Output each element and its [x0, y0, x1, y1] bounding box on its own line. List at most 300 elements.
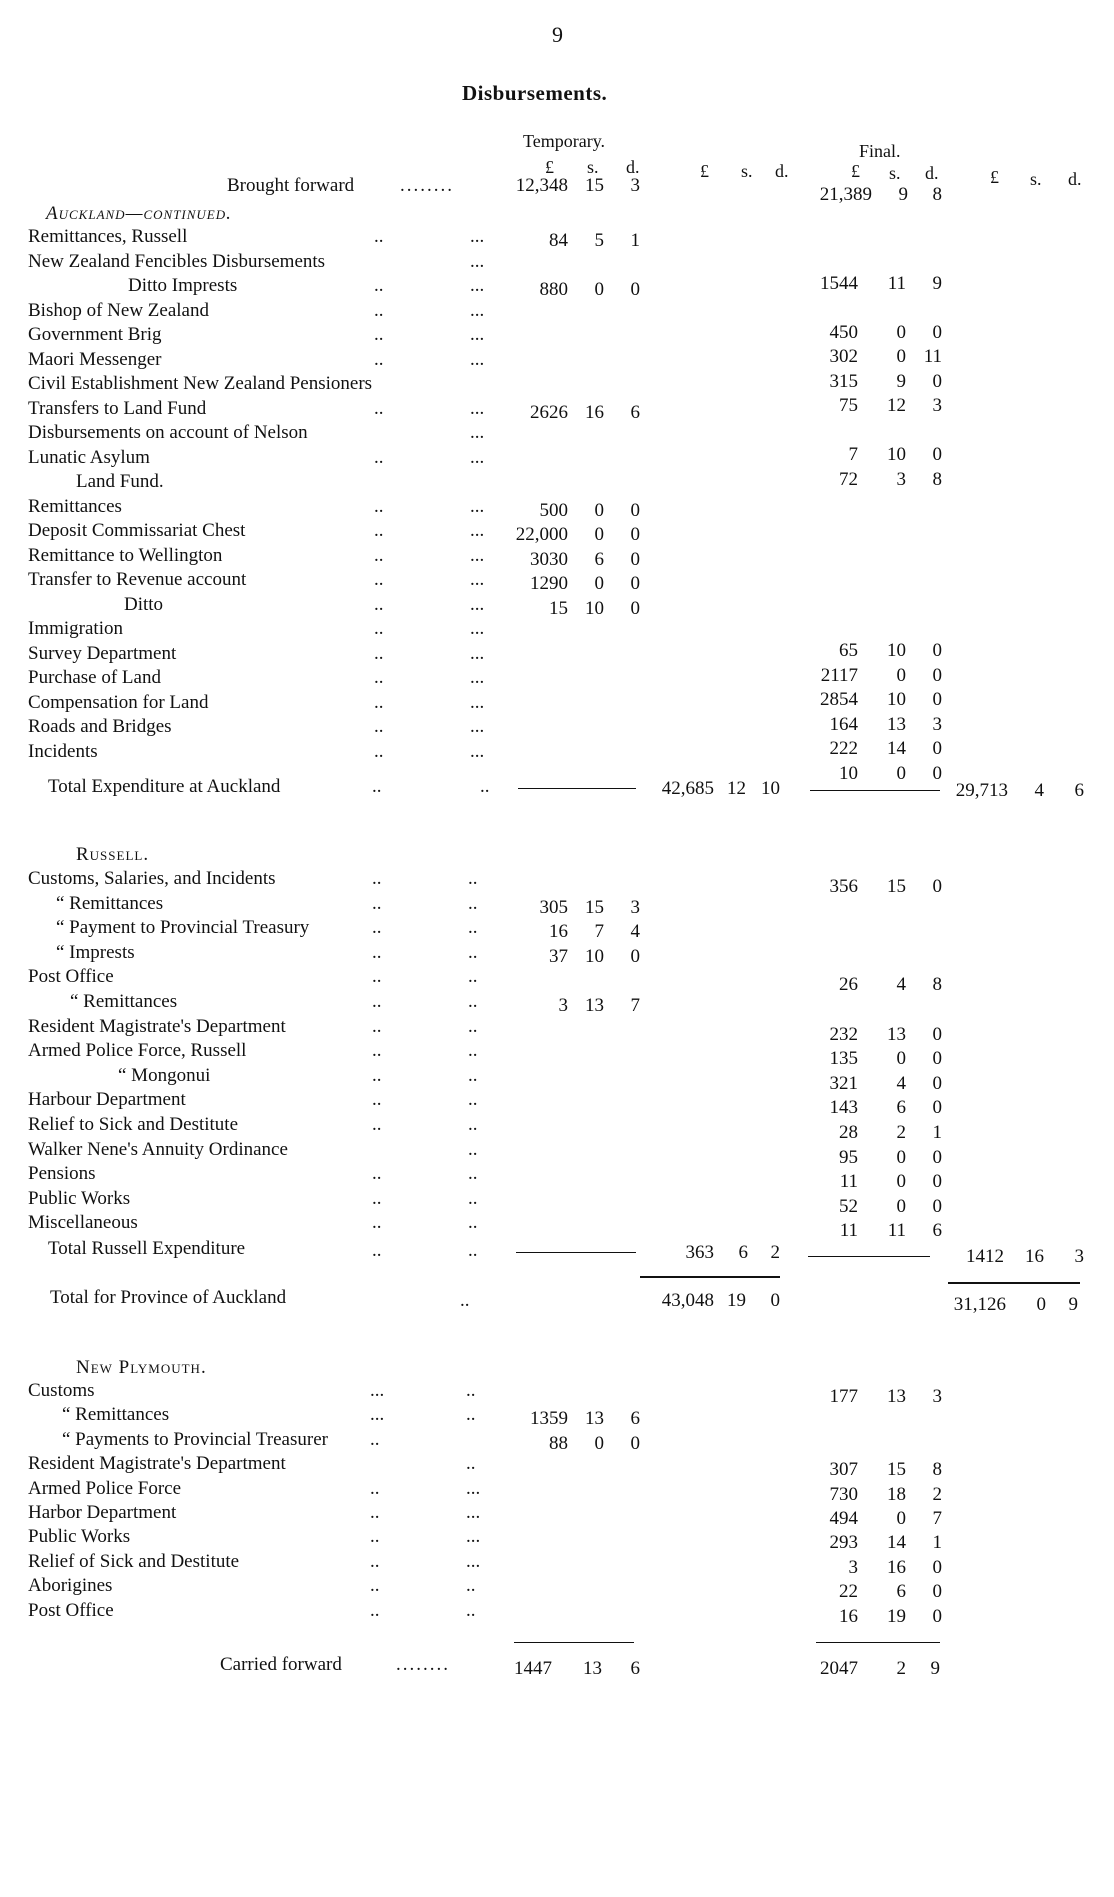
new_plymouth-row-final-shilling: 18: [887, 1483, 906, 1505]
auckland-row-label: Transfer to Revenue account: [28, 569, 247, 590]
russell-row-final-pound: 11: [839, 1171, 858, 1193]
russell-total-sep1: ..: [372, 1240, 382, 1261]
auckland-row-final-shilling: 10: [887, 444, 906, 465]
new_plymouth-row-sep2: ..: [466, 1404, 476, 1426]
page-number: 9: [552, 22, 563, 47]
russell-row-final-pound: 28: [839, 1122, 858, 1143]
auckland-row-sep2: ...: [470, 520, 485, 541]
russell-row-sep1: ..: [372, 941, 382, 963]
auckland-temp-total-rule: [518, 788, 636, 789]
auckland-row-final-shilling: 12: [887, 395, 906, 416]
new_plymouth-row-sep2: ...: [466, 1502, 481, 1523]
auckland-row-final-pence: 0: [932, 762, 942, 784]
russell-row-final-pence: 0: [932, 1072, 942, 1094]
new_plymouth-row-final-pence: 0: [932, 1581, 942, 1603]
new_plymouth-row-sep1: ..: [370, 1526, 380, 1548]
russell-row-temp-pence: 0: [630, 945, 640, 967]
new_plymouth-row-sep2: ..: [466, 1599, 476, 1621]
auckland-row-temp-shilling: 6: [594, 548, 604, 570]
russell-temp-total-pound: 363: [685, 1242, 714, 1263]
auckland-row-final-pence: 0: [932, 664, 942, 686]
auckland-row-final-pound: 164: [829, 713, 858, 735]
auckland-row-final-pound: 75: [839, 395, 858, 416]
new_plymouth-row-final-shilling: 16: [887, 1556, 906, 1578]
auckland-row-temp-pence: 0: [630, 573, 640, 594]
russell-row-temp-pence: 3: [630, 896, 640, 918]
new_plymouth-row-label: “ Remittances: [62, 1404, 170, 1426]
auckland-row-final-shilling: 9: [896, 370, 906, 392]
auckland-temp-total-pound: 42,685: [661, 778, 714, 799]
auckland-row-final-shilling: 0: [896, 664, 906, 686]
auckland-row-final-shilling: 13: [887, 713, 906, 735]
new_plymouth-row-final-pence: 7: [932, 1508, 942, 1529]
new_plymouth-row-sep2: ..: [466, 1575, 476, 1597]
carried-forward-final-shilling: 2: [896, 1658, 906, 1679]
final-pence-header: d.: [925, 163, 939, 183]
new_plymouth-row-sep2: ...: [466, 1477, 481, 1499]
finaltotal-pound-header: £: [990, 167, 999, 187]
auckland-row-label: New Zealand Fencibles Disbursements: [28, 250, 326, 272]
auckland-row-sep2: ...: [470, 422, 485, 443]
auckland-row-sep1: ..: [374, 593, 384, 615]
auckland-temp-total-shilling: 12: [727, 778, 746, 799]
russell-row-final-shilling: 13: [887, 1023, 906, 1045]
russell-row-label: Post Office: [28, 966, 114, 988]
russell-final-total-shilling: 16: [1025, 1246, 1044, 1267]
brought-forward-final-pound: 21,389: [819, 184, 872, 205]
auckland-row-label: Immigration: [28, 618, 123, 639]
auckland-row-sep1: ..: [374, 667, 384, 688]
auckland-row-sep1: ..: [374, 226, 384, 247]
russell-row-final-shilling: 15: [887, 876, 906, 897]
auckland-final-total-rule: [810, 790, 940, 791]
russell-row-final-shilling: 2: [896, 1122, 906, 1143]
auckland-row-label: Bishop of New Zealand: [28, 299, 209, 321]
brought-forward-temp-shilling: 15: [585, 175, 604, 196]
auckland-row-final-pound: 10: [839, 762, 858, 784]
page-title: Disbursements.: [462, 81, 608, 105]
auckland-row-temp-pence: 6: [630, 401, 640, 423]
auckland-row-sep1: ..: [374, 716, 384, 737]
auckland-row-temp-shilling: 16: [585, 401, 604, 423]
new_plymouth-row-final-pence: 1: [932, 1532, 942, 1554]
auckland-row-temp-pound: 84: [549, 230, 568, 251]
brought-forward-label: Brought forward: [227, 175, 355, 196]
auckland-row-temp-shilling: 0: [594, 524, 604, 545]
new_plymouth-row-temp-pence: 6: [630, 1408, 640, 1430]
new_plymouth-row-label: Resident Magistrate's Department: [28, 1453, 286, 1475]
new_plymouth-row-final-pound: 293: [829, 1532, 858, 1554]
russell-row-sep1: ..: [372, 1015, 382, 1037]
russell-row-sep2: ..: [468, 1138, 478, 1160]
auckland-row-sep1: ..: [374, 691, 384, 713]
auckland-row-final-pound: 2117: [820, 664, 858, 686]
russell-row-sep1: ..: [372, 1212, 382, 1234]
russell-row-temp-pence: 4: [630, 921, 640, 943]
russell-row-temp-pound: 3: [558, 995, 568, 1016]
auckland-row-label: Disbursements on account of Nelson: [28, 422, 308, 443]
carried-forward-temp-shilling: 13: [583, 1658, 602, 1679]
russell-row-label: Resident Magistrate's Department: [28, 1015, 286, 1037]
temptotal-pound-header: £: [700, 161, 709, 181]
auckland-row-final-pound: 7: [848, 444, 858, 465]
auckland-row-sep2: ...: [470, 446, 485, 468]
russell-row-sep2: ..: [468, 1114, 478, 1135]
auckland-final-total-pence: 6: [1074, 780, 1084, 801]
new_plymouth-row-sep2: ...: [466, 1526, 481, 1548]
temp-pound-header: £: [545, 157, 554, 177]
russell-row-sep2: ..: [468, 1187, 478, 1209]
russell-row-label: Walker Nene's Annuity Ordinance: [28, 1138, 288, 1160]
new_plymouth-row-final-shilling: 15: [887, 1459, 906, 1481]
russell-row-final-pence: 0: [932, 1023, 942, 1045]
auckland-row-final-pence: 0: [932, 370, 942, 392]
final-pound-header: £: [851, 161, 860, 181]
auckland-row-sep2: ...: [470, 691, 485, 713]
carried-temp-rule: [514, 1642, 634, 1643]
auckland-row-final-pence: 8: [932, 468, 942, 490]
auckland-row-sep2: ...: [470, 250, 485, 272]
russell-row-temp-pound: 305: [539, 896, 568, 918]
russell-row-final-pence: 6: [932, 1220, 942, 1242]
russell-row-sep2: ..: [468, 868, 478, 889]
auckland-row-temp-shilling: 0: [594, 499, 604, 521]
new_plymouth-row-final-pence: 0: [932, 1556, 942, 1578]
russell-row-temp-shilling: 7: [594, 921, 604, 943]
russell-total-label: Total Russell Expenditure: [48, 1238, 246, 1259]
auckland-row-sep1: ..: [374, 569, 384, 590]
auckland-row-label: Remittance to Wellington: [28, 544, 223, 566]
new_plymouth-row-final-shilling: 13: [887, 1386, 906, 1407]
auckland-row-label: Ditto Imprests: [128, 275, 238, 296]
auckland-total-label: Total Expenditure at Auckland: [48, 776, 281, 797]
russell-row-sep2: ..: [468, 917, 478, 939]
russell-row-final-shilling: 11: [887, 1220, 906, 1242]
russell-row-sep2: ..: [468, 1015, 478, 1037]
russell-row-sep2: ..: [468, 1163, 478, 1185]
carried-forward-label: Carried forward: [220, 1654, 342, 1675]
russell-row-temp-pound: 37: [549, 945, 568, 967]
russell-row-sep1: ..: [372, 1187, 382, 1209]
russell-row-final-pound: 11: [839, 1220, 858, 1242]
auckland-row-final-pound: 222: [829, 738, 858, 759]
auckland-row-sep1: ..: [374, 544, 384, 566]
russell-row-sep1: ..: [372, 1163, 382, 1185]
temptotal-shilling-header: s.: [741, 161, 753, 181]
russell-row-temp-shilling: 13: [585, 995, 604, 1016]
brought-forward-temp-pound: 12,348: [515, 175, 568, 196]
new_plymouth-row-sep2: ..: [466, 1453, 476, 1475]
auckland-row-temp-pence: 0: [630, 524, 640, 545]
province-final-rule: [948, 1282, 1080, 1284]
auckland-row-temp-pound: 880: [539, 279, 568, 300]
auckland-row-final-pence: 0: [932, 321, 942, 343]
auckland-row-sep1: ..: [374, 642, 384, 664]
auckland-row-temp-pence: 0: [630, 279, 640, 300]
new_plymouth-row-label: Customs: [28, 1380, 95, 1401]
auckland-row-label: Roads and Bridges: [28, 716, 172, 737]
carried-forward-temp-pence: 6: [630, 1658, 640, 1679]
russell-row-final-shilling: 4: [896, 1072, 906, 1094]
auckland-row-temp-pound: 1290: [530, 573, 568, 594]
russell-temp-total-rule: [516, 1252, 636, 1253]
russell-temp-total-shilling: 6: [738, 1242, 748, 1263]
russell-row-sep1: ..: [372, 892, 382, 914]
russell-row-sep1: ..: [372, 917, 382, 939]
russell-row-sep1: ..: [372, 1064, 382, 1086]
russell-row-final-shilling: 0: [896, 1195, 906, 1217]
auckland-row-sep2: ...: [470, 716, 485, 737]
russell-row-final-pound: 26: [839, 974, 858, 996]
new_plymouth-row-final-pound: 307: [829, 1459, 858, 1481]
auckland-row-temp-pence: 0: [630, 548, 640, 570]
russell-row-final-pound: 143: [829, 1097, 858, 1119]
finaltotal-shilling-header: s.: [1030, 169, 1042, 189]
new_plymouth-row-sep1: ..: [370, 1550, 380, 1572]
new_plymouth-row-final-pound: 730: [829, 1483, 858, 1505]
russell-row-sep2: ..: [468, 1040, 478, 1062]
russell-row-sep2: ..: [468, 991, 478, 1012]
auckland-temp-total-pence: 10: [761, 778, 780, 799]
carried-final-rule: [816, 1642, 940, 1643]
auckland-row-final-shilling: 3: [896, 468, 906, 490]
auckland-row-final-pound: 72: [839, 468, 858, 490]
russell-row-sep2: ..: [468, 966, 478, 988]
auckland-row-sep2: ...: [470, 275, 485, 296]
russell-row-label: “ Imprests: [56, 941, 135, 963]
russell-heading: Russell.: [76, 844, 150, 865]
russell-final-total-pound: 1412: [966, 1246, 1004, 1267]
new_plymouth-row-sep1: ..: [370, 1428, 380, 1450]
russell-row-final-pound: 135: [829, 1048, 858, 1070]
new_plymouth-row-label: “ Payments to Provincial Treasurer: [62, 1428, 328, 1450]
auckland-row-label: Compensation for Land: [28, 691, 209, 713]
auckland-row-sep2: ...: [470, 593, 485, 615]
russell-final-total-pence: 3: [1074, 1246, 1084, 1267]
russell-row-label: Armed Police Force, Russell: [28, 1040, 247, 1062]
russell-row-label: “ Mongonui: [118, 1064, 211, 1086]
auckland-row-sep1: ..: [374, 520, 384, 541]
auckland-row-temp-pound: 500: [539, 499, 568, 521]
new_plymouth-row-sep1: ..: [370, 1575, 380, 1597]
russell-row-temp-shilling: 15: [585, 896, 604, 918]
auckland-row-sep2: ...: [470, 495, 485, 517]
auckland-final-total-shilling: 4: [1034, 780, 1044, 801]
russell-row-sep2: ..: [468, 1212, 478, 1234]
new_plymouth-row-sep1: ...: [370, 1380, 385, 1401]
temporary-header: Temporary.: [523, 131, 606, 151]
brought-forward-temp-pence: 3: [630, 175, 640, 196]
auckland-row-final-pound: 65: [839, 640, 858, 661]
new_plymouth-row-label: Aborigines: [28, 1575, 113, 1597]
province-final-total-pence: 9: [1068, 1294, 1078, 1315]
russell-row-final-shilling: 0: [896, 1171, 906, 1193]
temptotal-pence-header: d.: [775, 161, 789, 181]
russell-row-final-pound: 356: [829, 876, 858, 897]
auckland-row-sep1: ..: [374, 446, 384, 468]
russell-row-sep1: ..: [372, 1114, 382, 1135]
russell-row-sep1: ..: [372, 868, 382, 889]
temp-pence-header: d.: [626, 157, 640, 177]
russell-row-temp-shilling: 10: [585, 945, 604, 967]
auckland-row-final-pound: 315: [829, 370, 858, 392]
auckland-row-final-shilling: 10: [887, 689, 906, 710]
russell-row-final-shilling: 0: [896, 1048, 906, 1070]
auckland-row-sep1: ..: [374, 299, 384, 321]
auckland-row-temp-shilling: 10: [585, 597, 604, 619]
new_plymouth-row-temp-pound: 1359: [530, 1408, 568, 1430]
russell-row-final-pound: 52: [839, 1195, 858, 1217]
new_plymouth-row-final-shilling: 0: [896, 1508, 906, 1529]
russell-row-final-pence: 0: [932, 876, 942, 897]
new_plymouth-row-label: Relief of Sick and Destitute: [28, 1550, 240, 1572]
russell-row-label: Customs, Salaries, and Incidents: [28, 868, 276, 889]
new_plymouth-row-final-pound: 3: [848, 1556, 858, 1578]
auckland-row-final-pence: 0: [932, 444, 942, 465]
auckland-row-final-pence: 3: [932, 713, 942, 735]
russell-row-final-shilling: 6: [896, 1097, 906, 1119]
auckland-row-final-pound: 302: [829, 346, 858, 367]
new_plymouth-row-sep2: ..: [466, 1380, 476, 1401]
auckland-row-final-pence: 0: [932, 738, 942, 759]
auckland-row-sep2: ...: [470, 544, 485, 566]
auckland-row-temp-pence: 1: [630, 230, 640, 251]
new_plymouth-row-temp-pound: 88: [549, 1432, 568, 1454]
russell-row-label: Public Works: [28, 1187, 131, 1209]
auckland-row-temp-shilling: 0: [594, 279, 604, 300]
auckland-row-label: Survey Department: [28, 642, 177, 664]
new_plymouth-row-label: Public Works: [28, 1526, 131, 1548]
russell-row-temp-pound: 16: [549, 921, 568, 943]
new-plymouth-heading: New Plymouth.: [76, 1357, 207, 1378]
new_plymouth-row-final-pound: 16: [839, 1605, 858, 1627]
russell-row-sep1: ..: [372, 966, 382, 988]
auckland-row-label: Incidents: [28, 740, 98, 762]
auckland-row-label: Government Brig: [28, 324, 162, 345]
russell-row-sep2: ..: [468, 1089, 478, 1111]
final-shilling-header: s.: [889, 163, 901, 183]
new_plymouth-row-sep1: ..: [370, 1599, 380, 1621]
brought-forward-final-shilling: 9: [898, 184, 908, 205]
auckland-row-label: Lunatic Asylum: [28, 446, 150, 468]
auckland-row-sep2: ...: [470, 348, 485, 370]
auckland-row-label: Purchase of Land: [28, 667, 161, 688]
auckland-row-temp-pence: 0: [630, 597, 640, 619]
province-final-total-shilling: 0: [1036, 1294, 1046, 1315]
russell-row-final-pence: 1: [932, 1122, 942, 1143]
new_plymouth-row-final-pence: 8: [932, 1459, 942, 1481]
new_plymouth-row-final-pence: 3: [932, 1386, 942, 1407]
province-final-total-pound: 31,126: [953, 1294, 1006, 1315]
temp-shilling-header: s.: [587, 157, 599, 177]
russell-row-final-pound: 95: [839, 1146, 858, 1168]
russell-row-final-pence: 8: [932, 974, 942, 996]
auckland-total-sep1: ..: [372, 776, 382, 797]
auckland-row-sep1: ..: [374, 397, 384, 419]
auckland-row-label: Land Fund.: [76, 471, 164, 492]
auckland-row-sep1: ..: [374, 348, 384, 370]
auckland-row-final-pound: 2854: [820, 689, 858, 710]
auckland-row-label: Remittances: [28, 495, 122, 517]
russell-row-sep2: ..: [468, 941, 478, 963]
new_plymouth-row-label: Harbor Department: [28, 1502, 177, 1523]
auckland-row-sep2: ...: [470, 397, 485, 419]
russell-row-final-pence: 0: [932, 1195, 942, 1217]
auckland-row-final-shilling: 11: [887, 272, 906, 294]
russell-row-label: “ Payment to Provincial Treasury: [56, 917, 310, 939]
auckland-row-final-pence: 3: [932, 395, 942, 416]
auckland-row-label: Transfers to Land Fund: [28, 397, 207, 419]
auckland-row-label: Remittances, Russell: [28, 226, 188, 247]
new_plymouth-row-sep1: ..: [370, 1477, 380, 1499]
new_plymouth-row-final-pound: 494: [829, 1508, 858, 1529]
auckland-row-sep1: ..: [374, 495, 384, 517]
new_plymouth-row-label: Armed Police Force: [28, 1477, 182, 1499]
russell-row-final-shilling: 4: [896, 974, 906, 996]
auckland-row-final-pence: 11: [923, 346, 942, 367]
new_plymouth-row-final-shilling: 14: [887, 1532, 906, 1554]
new_plymouth-row-temp-shilling: 13: [585, 1408, 604, 1430]
auckland-row-sep2: ...: [470, 667, 485, 688]
new_plymouth-row-final-pound: 177: [829, 1386, 858, 1407]
russell-row-final-pound: 232: [829, 1023, 858, 1045]
auckland-row-final-pound: 1544: [820, 272, 858, 294]
russell-row-sep2: ..: [468, 1064, 478, 1086]
final-header: Final.: [859, 141, 901, 161]
auckland-row-temp-pound: 15: [549, 597, 568, 619]
auckland-row-label: Civil Establishment New Zealand Pensioners: [28, 373, 373, 394]
russell-temp-total-pence: 2: [770, 1242, 780, 1263]
auckland-row-sep1: ..: [374, 275, 384, 296]
auckland-heading: Auckland—continued.: [46, 203, 232, 224]
russell-final-total-rule: [808, 1256, 930, 1257]
russell-row-final-pound: 321: [829, 1072, 858, 1094]
auckland-row-label: Deposit Commissariat Chest: [28, 520, 246, 541]
auckland-row-temp-shilling: 0: [594, 573, 604, 594]
auckland-row-final-shilling: 0: [896, 321, 906, 343]
russell-row-label: Harbour Department: [28, 1089, 186, 1111]
auckland-row-final-shilling: 0: [896, 346, 906, 367]
auckland-row-final-pence: 9: [932, 272, 942, 294]
auckland-row-sep2: ...: [470, 299, 485, 321]
auckland-row-temp-pound: 2626: [530, 401, 568, 423]
auckland-row-final-shilling: 10: [887, 640, 906, 661]
russell-row-sep1: ..: [372, 1040, 382, 1062]
russell-row-final-pence: 0: [932, 1097, 942, 1119]
new_plymouth-row-temp-pence: 0: [630, 1432, 640, 1454]
carried-forward-temp-pound: 1447: [514, 1658, 552, 1679]
province-temp-total-pound: 43,048: [661, 1290, 714, 1311]
auckland-row-sep2: ...: [470, 642, 485, 664]
russell-row-temp-pence: 7: [630, 995, 640, 1016]
auckland-final-total-pound: 29,713: [955, 780, 1008, 801]
finaltotal-pence-header: d.: [1068, 169, 1082, 189]
auckland-row-final-pence: 0: [932, 640, 942, 661]
auckland-row-final-pound: 450: [829, 321, 858, 343]
new_plymouth-row-temp-shilling: 0: [594, 1432, 604, 1454]
russell-row-sep1: ..: [372, 1089, 382, 1111]
russell-row-label: Miscellaneous: [28, 1212, 138, 1234]
russell-row-final-pence: 0: [932, 1146, 942, 1168]
new_plymouth-row-final-pence: 2: [932, 1483, 942, 1505]
new_plymouth-row-final-shilling: 19: [887, 1605, 906, 1627]
auckland-row-sep1: ..: [374, 618, 384, 639]
province-total-sep: ..: [460, 1290, 470, 1311]
new_plymouth-row-label: Post Office: [28, 1599, 114, 1621]
new_plymouth-row-final-pence: 0: [932, 1605, 942, 1627]
russell-row-label: Relief to Sick and Destitute: [28, 1114, 239, 1135]
auckland-row-final-pence: 0: [932, 689, 942, 710]
